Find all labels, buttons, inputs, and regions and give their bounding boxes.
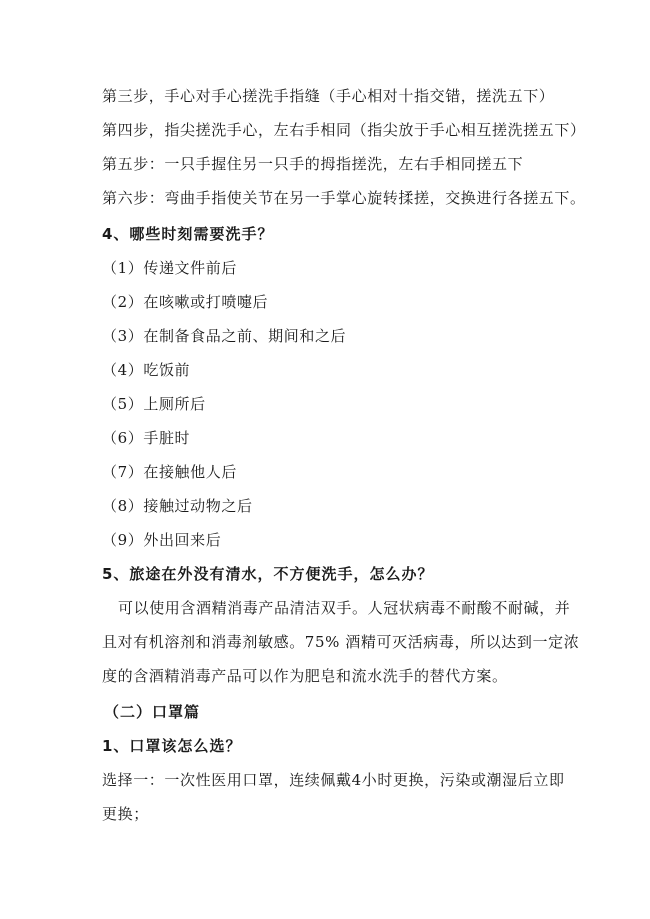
q4-item-6: （6）手脏时 xyxy=(102,429,191,447)
mask-q1-heading: 1、口罩该怎么选？ xyxy=(102,737,242,755)
section-mask-heading: （二）口罩篇 xyxy=(104,703,201,721)
q4-item-5: （5）上厕所后 xyxy=(102,395,206,413)
q5-paragraph-line-2: 且对有机溶剂和消毒剂敏感。75% 酒精可灭活病毒，所以达到一定浓 xyxy=(102,633,580,651)
q4-item-9: （9）外出回来后 xyxy=(102,531,222,549)
q5-heading: 5、旅途在外没有清水，不方便洗手，怎么办？ xyxy=(102,565,434,583)
q4-item-1: （1）传递文件前后 xyxy=(102,259,237,277)
step6-text: 第六步：弯曲手指使关节在另一手掌心旋转揉搓，交换进行各搓五下。 xyxy=(102,189,586,207)
q5-paragraph-line-3: 度的含酒精消毒产品可以作为肥皂和流水洗手的替代方案。 xyxy=(102,667,508,685)
q4-item-8: （8）接触过动物之后 xyxy=(102,497,253,515)
mask-q1-line-1: 选择一：一次性医用口罩，连续佩戴4小时更换，污染或潮湿后立即 xyxy=(102,771,565,789)
q4-item-3: （3）在制备食品之前、期间和之后 xyxy=(102,327,347,345)
q4-item-7: （7）在接触他人后 xyxy=(102,463,237,481)
q4-heading: 4、哪些时刻需要洗手？ xyxy=(102,225,274,243)
q5-paragraph-line-1: 可以使用含酒精消毒产品清洁双手。人冠状病毒不耐酸不耐碱，并 xyxy=(118,599,571,617)
step4-text: 第四步，指尖搓洗手心，左右手相同（指尖放于手心相互搓洗搓五下） xyxy=(102,121,586,139)
step5-text: 第五步：一只手握住另一只手的拇指搓洗，左右手相同搓五下 xyxy=(102,155,524,173)
step3-text: 第三步，手心对手心搓洗手指缝（手心相对十指交错，搓洗五下） xyxy=(102,87,555,105)
q4-item-4: （4）吃饭前 xyxy=(102,361,191,379)
mask-q1-line-2: 更换； xyxy=(102,805,149,823)
q4-item-2: （2）在咳嗽或打喷嚏后 xyxy=(102,293,269,311)
